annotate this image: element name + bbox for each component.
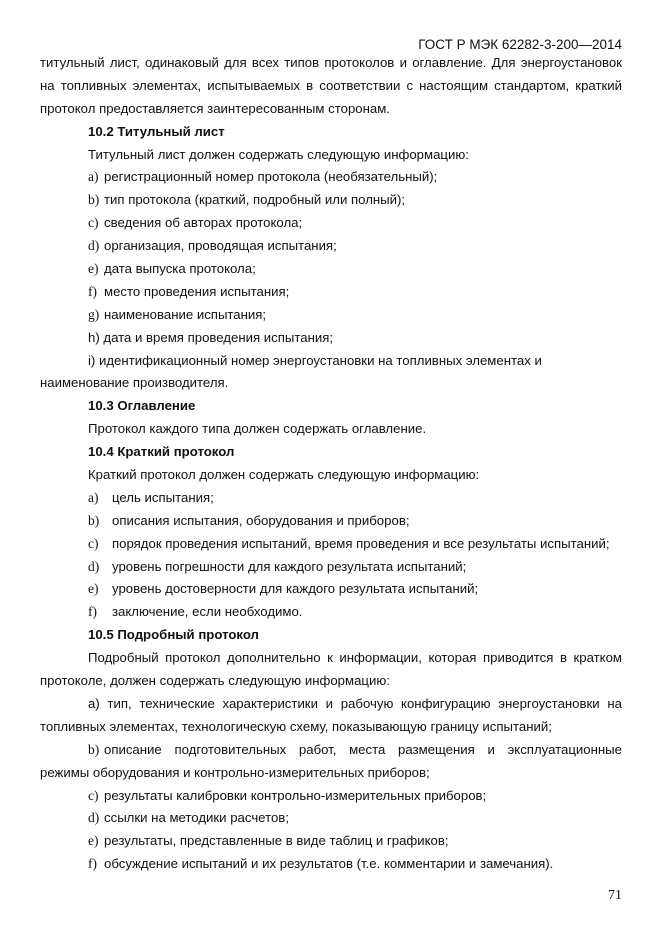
line-text: ссылки на методики расчетов; bbox=[104, 810, 289, 826]
line-text: 10.3 Оглавление bbox=[88, 398, 196, 414]
list-item bbox=[40, 785, 622, 808]
document-header: ГОСТ Р МЭК 62282-3-200—2014 bbox=[418, 37, 622, 52]
text-line bbox=[40, 418, 622, 441]
list-marker: e) bbox=[88, 581, 99, 597]
section-heading bbox=[40, 624, 622, 647]
list-marker: e) bbox=[88, 833, 99, 849]
line-text: топливных элементах, технологическую схему, показывающую границу испытаний; bbox=[40, 718, 552, 734]
list-marker: f) bbox=[88, 604, 97, 620]
line-text: 10.4 Краткий протокол bbox=[88, 444, 235, 460]
text-line bbox=[40, 327, 622, 350]
text-line bbox=[40, 693, 622, 716]
list-item bbox=[40, 556, 622, 579]
line-text: протокол предоставляется заинтересованным сторонам. bbox=[40, 100, 390, 116]
list-marker: d) bbox=[88, 238, 100, 254]
line-text: заключение, если необходимо. bbox=[112, 604, 303, 620]
section-heading bbox=[40, 121, 622, 144]
list-marker: c) bbox=[88, 215, 99, 231]
text-line bbox=[40, 464, 622, 487]
list-item bbox=[40, 281, 622, 304]
list-item bbox=[40, 487, 622, 510]
list-marker: a) bbox=[88, 169, 99, 185]
list-marker: f) bbox=[88, 856, 97, 872]
list-item bbox=[40, 189, 622, 212]
text-line bbox=[40, 98, 622, 121]
line-text: i) идентификационный номер энергоустановки на топливных элементах и bbox=[88, 352, 542, 368]
list-item bbox=[40, 578, 622, 601]
line-text: 10.2 Титульный лист bbox=[88, 123, 225, 139]
page-number: 71 bbox=[608, 888, 622, 903]
list-marker: e) bbox=[88, 261, 99, 277]
text-line bbox=[40, 52, 622, 75]
line-text: протоколе, должен содержать следующую информацию: bbox=[40, 673, 390, 689]
list-marker: d) bbox=[88, 558, 100, 574]
line-text: организация, проводящая испытания; bbox=[104, 238, 337, 254]
line-text: результаты, представленные в виде таблиц и графиков; bbox=[104, 833, 449, 849]
list-item bbox=[40, 533, 622, 556]
line-text: тип протокола (краткий, подробный или полный); bbox=[104, 192, 406, 208]
text-line bbox=[40, 647, 622, 670]
list-item bbox=[40, 853, 622, 876]
text-line bbox=[40, 144, 622, 167]
line-text: а) тип, технические характеристики и рабочую конфигурацию энергоустановки на bbox=[88, 695, 622, 711]
line-text: дата выпуска протокола; bbox=[104, 261, 256, 277]
list-marker: f) bbox=[88, 283, 97, 299]
line-text: результаты калибровки контрольно-измерительных приборов; bbox=[104, 787, 487, 803]
line-text: режимы оборудования и контрольно-измерительных приборов; bbox=[40, 764, 430, 780]
section-heading bbox=[40, 395, 622, 418]
text-line bbox=[40, 350, 622, 373]
list-item bbox=[40, 258, 622, 281]
list-item bbox=[40, 807, 622, 830]
line-text: обсуждение испытаний и их результатов (т.е. комментарии и замечания). bbox=[104, 856, 554, 872]
list-marker: a) bbox=[88, 489, 99, 505]
line-text: наименование испытания; bbox=[104, 306, 267, 322]
list-item bbox=[40, 212, 622, 235]
list-marker: b) bbox=[88, 512, 100, 528]
line-text: порядок проведения испытаний, время проведения и все результаты испытаний; bbox=[112, 535, 610, 551]
list-item bbox=[40, 601, 622, 624]
line-text: Титульный лист должен содержать следующую информацию: bbox=[88, 146, 469, 162]
list-marker: c) bbox=[88, 535, 99, 551]
text-line bbox=[40, 75, 622, 98]
list-marker: d) bbox=[88, 810, 100, 826]
line-text: наименование производителя. bbox=[40, 375, 229, 391]
line-text: описания испытания, оборудования и приборов; bbox=[112, 512, 410, 528]
list-marker: b) bbox=[88, 741, 100, 757]
line-text: место проведения испытания; bbox=[104, 283, 290, 299]
text-line bbox=[40, 762, 622, 785]
list-marker: g) bbox=[88, 306, 100, 322]
list-item bbox=[40, 739, 622, 762]
line-text: Краткий протокол должен содержать следующую информацию: bbox=[88, 467, 480, 483]
line-text: уровень достоверности для каждого результата испытаний; bbox=[112, 581, 479, 597]
text-line bbox=[40, 372, 622, 395]
line-text: на топливных элементах, испытываемых в соответствии с настоящим стандартом, краткий bbox=[40, 77, 622, 93]
line-text: описание подготовительных работ, места размещения и эксплуатационные bbox=[104, 741, 622, 757]
list-marker: b) bbox=[88, 192, 100, 208]
line-text: h) дата и время проведения испытания; bbox=[88, 329, 334, 345]
line-text: Протокол каждого типа должен содержать оглавление. bbox=[88, 421, 427, 437]
line-text: Подробный протокол дополнительно к информации, которая приводится в кратком bbox=[88, 650, 622, 666]
list-item bbox=[40, 830, 622, 853]
list-item bbox=[40, 510, 622, 533]
line-text: регистрационный номер протокола (необязательный); bbox=[104, 169, 438, 185]
text-line bbox=[40, 716, 622, 739]
line-text: 10.5 Подробный протокол bbox=[88, 627, 259, 643]
line-text: сведения об авторах протокола; bbox=[104, 215, 303, 231]
list-item bbox=[40, 235, 622, 258]
line-text: цель испытания; bbox=[112, 489, 214, 505]
line-text: титульный лист, одинаковый для всех типов протоколов и оглавление. Для энергоустановок bbox=[40, 55, 622, 70]
document-body bbox=[40, 52, 622, 876]
list-marker: c) bbox=[88, 787, 99, 803]
list-item bbox=[40, 166, 622, 189]
section-heading bbox=[40, 441, 622, 464]
list-item bbox=[40, 304, 622, 327]
line-text: уровень погрешности для каждого результата испытаний; bbox=[112, 558, 467, 574]
text-line bbox=[40, 670, 622, 693]
